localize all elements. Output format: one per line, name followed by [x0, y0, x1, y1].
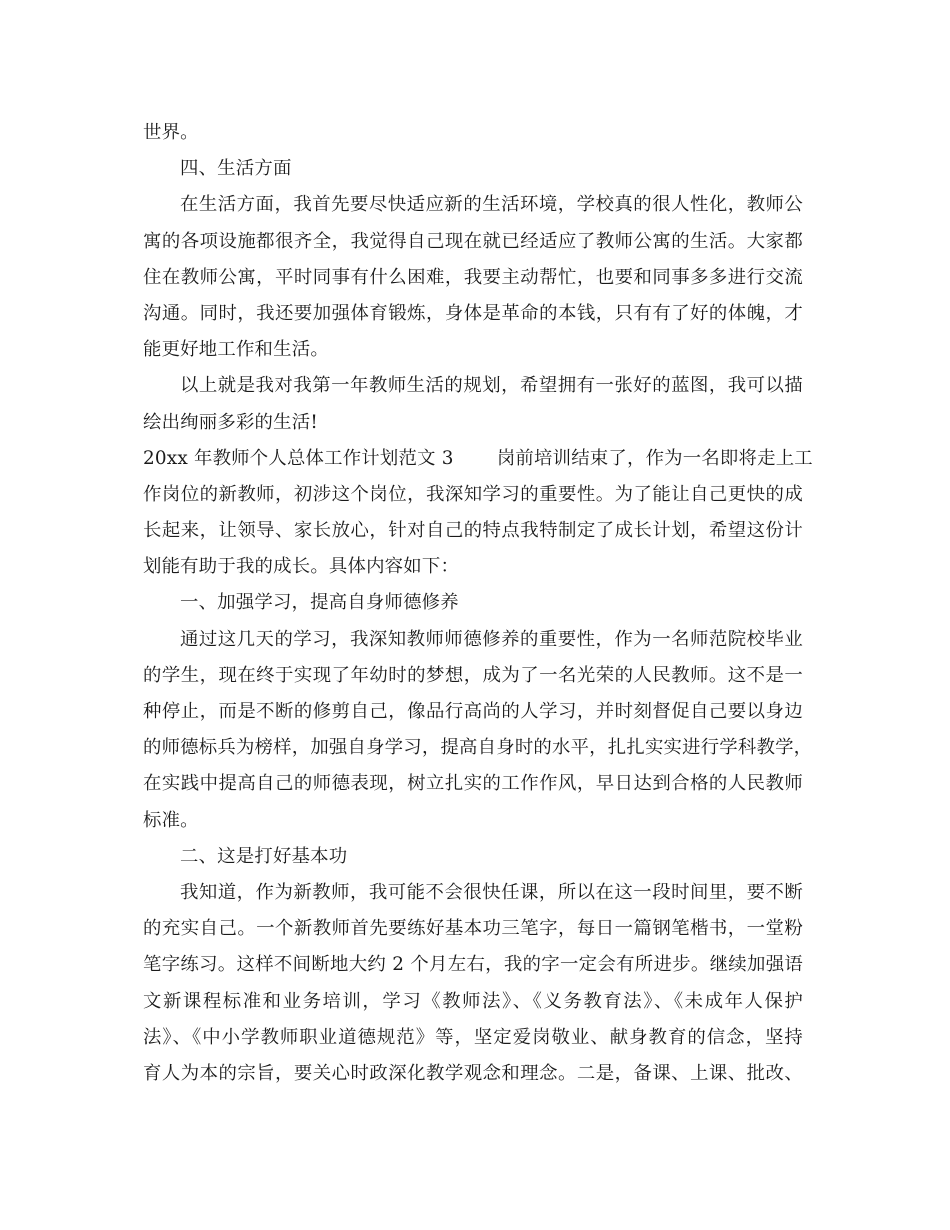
text-line: 能更好地工作和生活。 [143, 339, 329, 361]
text-line: 通过这几天的学习，我深知教师师德修养的重要性，作为一名师范院校毕业 [180, 628, 803, 650]
text-line: 我知道，作为新教师，我可能不会很快任课，所以在这一段时间里，要不断 [180, 881, 803, 903]
text-line: 的师德标兵为榜样，加强自身学习，提高自身时的水平，扎扎实实进行学科教学， [143, 737, 813, 759]
text-line: 20xx 年教师个人总体工作计划范文 3 岗前培训结束了，作为一名即将走上工 [143, 447, 813, 469]
text-line: 一、加强学习，提高自身师德修养 [180, 592, 459, 614]
text-line: 以上就是我对我第一年教师生活的规划，希望拥有一张好的蓝图，我可以描 [180, 375, 803, 397]
text-line: 作岗位的新教师，初涉这个岗位，我深知学习的重要性。为了能让自己更快的成 [143, 483, 803, 505]
text-line: 长起来，让领导、家长放心，针对自己的特点我特制定了成长计划，希望这份计 [143, 520, 803, 542]
text-line: 二、这是打好基本功 [180, 845, 348, 867]
text-line: 划能有助于我的成长。具体内容如下： [143, 556, 460, 578]
text-line: 标准。 [143, 809, 199, 831]
text-line: 在实践中提高自己的师德表现，树立扎实的工作作风，早日达到合格的人民教师 [143, 773, 803, 795]
text-line: 绘出绚丽多彩的生活! [143, 411, 318, 433]
text-line: 四、生活方面 [180, 158, 292, 180]
text-line: 法》、《中小学教师职业道德规范》等，坚定爱岗敬业、献身教育的信念，坚持 [143, 1026, 803, 1048]
text-line: 住在教师公寓，平时同事有什么困难，我要主动帮忙，也要和同事多多进行交流 [143, 266, 803, 288]
text-line: 的充实自己。一个新教师首先要练好基本功三笔字，每日一篇钢笔楷书，一堂粉 [143, 918, 803, 940]
text-line: 笔字练习。这样不间断地大约 2 个月左右，我的字一定会有所进步。继续加强语 [143, 954, 803, 976]
text-line: 种停止，而是不断的修剪自己，像品行高尚的人学习，并时刻督促自己要以身边 [143, 701, 803, 722]
text-line: 寓的各项设施都很齐全，我觉得自己现在就已经适应了教师公寓的生活。大家都 [143, 230, 803, 252]
text-line: 的学生，现在终于实现了年幼时的梦想，成为了一名光荣的人民教师。这不是一 [143, 664, 803, 686]
text-line: 文新课程标准和业务培训，学习《教师法》、《义务教育法》、《未成年人保护 [143, 990, 803, 1012]
document-page [143, 115, 813, 1092]
text-line: 沟通。同时，我还要加强体育锻炼，身体是革命的本钱，只有有了好的体魄，才 [143, 302, 803, 324]
text-line: 在生活方面，我首先要尽快适应新的生活环境，学校真的很人性化，教师公 [180, 194, 803, 216]
text-line: 世界。 [143, 122, 199, 143]
text-line: 育人为本的宗旨，要关心时政深化教学观念和理念。二是，备课、上课、批改、 [143, 1062, 803, 1084]
